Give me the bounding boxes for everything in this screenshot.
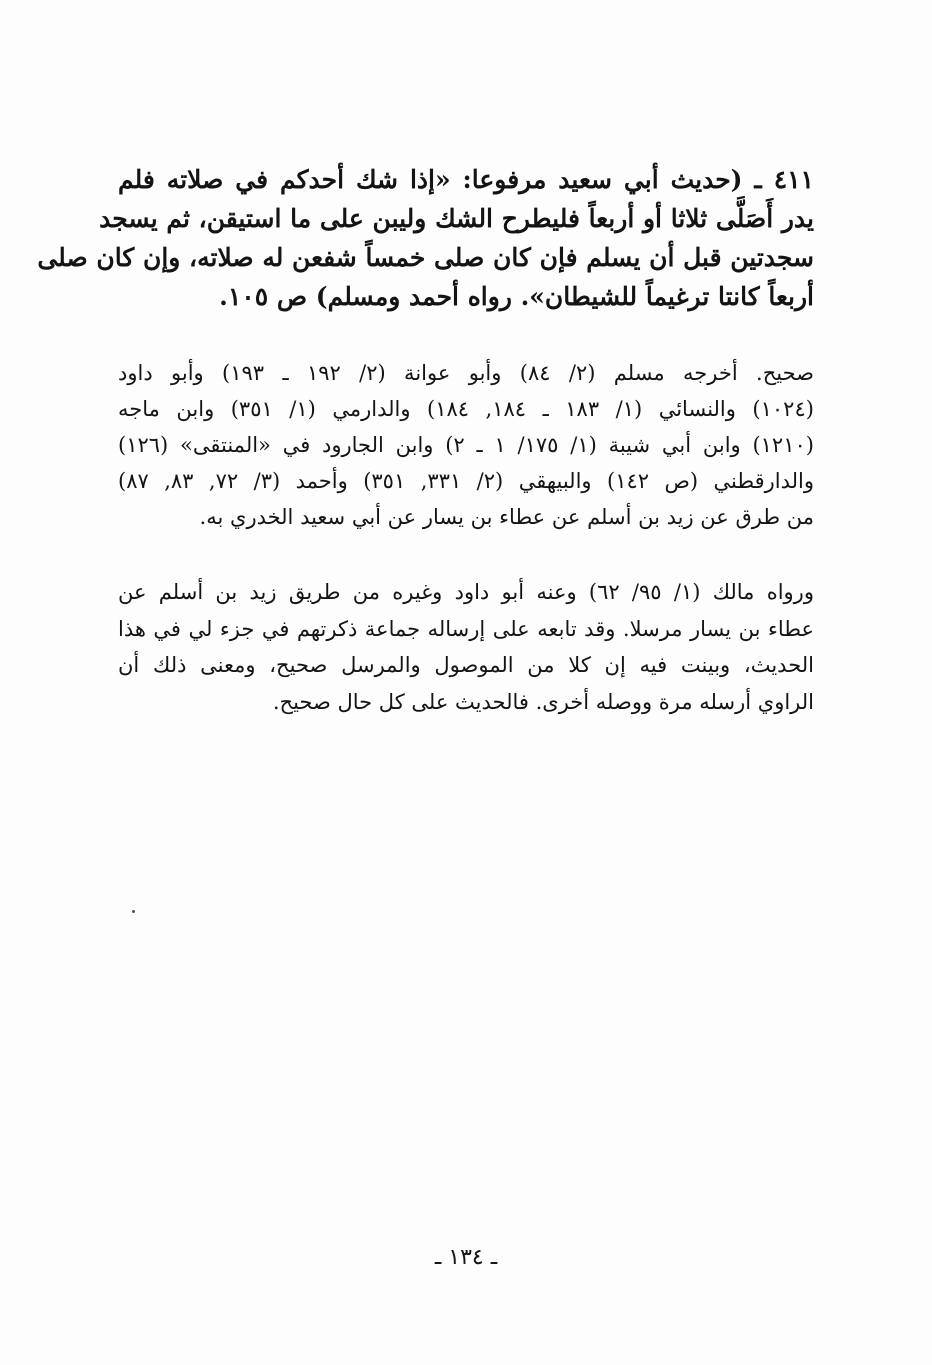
takhrij-line-4: والدارقطني (ص ١٤٢) والبيهقي (٢/ ٣٣١, ٣٥١) وأحمد (٣/ ٧٢, ٨٣, ٨٧) [118, 469, 815, 493]
takhrij-paragraph [118, 355, 814, 535]
mursal-line-2: عطاء بن يسار مرسلا. وقد تابعه على إرساله جماعة ذكرتهم في جزء لي في هذا [118, 616, 815, 641]
takhrij-line-2: (١٠٢٤) والنسائي (١/ ١٨٣ ـ ١٨٤, ١٨٤) والدارمي (١/ ٣٥١) وابن ماجه [118, 397, 814, 421]
page-number: ـ ١٣٤ ـ [434, 1245, 498, 1270]
mursal-paragraph [118, 574, 814, 720]
takhrij-line-3: (١٢١٠) وابن أبي شيبة (١/ ١٧٥/ ١ ـ ٢) وابن الجارود في «المنتقى» (١٢٦) [118, 433, 814, 457]
mursal-line-1: ورواه مالك (١/ ٩٥/ ٦٢) وعنه أبو داود وغيره من طريق زيد بن أسلم عن [118, 580, 814, 604]
mursal-line-3: الحديث، وبينت فيه إن كلا من الموصول والمرسل صحيح، ومعنى ذلك أن [118, 653, 814, 677]
hadith-paragraph [37, 160, 814, 316]
hadith-line-1: ٤١١ ـ (حديث أبي سعيد مرفوعا: «إذا شك أحدكم في صلاته فلم [118, 165, 814, 194]
mursal-line-4: الراوي أرسله مرة ووصله أخرى. فالحديث على كل حال صحيح. [272, 689, 814, 714]
hadith-line-4: أربعاً كانتا ترغيماً للشيطان». رواه أحمد ومسلم) ص ١٠٥. [219, 282, 814, 311]
takhrij-line-1: صحيح. أخرجه مسلم (٢/ ٨٤) وأبو عوانة (٢/ ١٩٢ ـ ١٩٣) وأبو داود [118, 361, 814, 385]
takhrij-line-5: من طرق عن زيد بن أسلم عن عطاء بن يسار عن أبي سعيد الخدري به. [199, 505, 814, 529]
hadith-line-3: سجدتين قبل أن يسلم فإن كان صلى خمساً شفعن له صلاته، وإن كان صلى [37, 243, 814, 272]
scan-speck [132, 910, 135, 913]
hadith-line-2: يدر أَصَلَّى ثلاثا أو أربعاً فليطرح الشك وليبن على ما استيقن، ثم يسجد [99, 204, 814, 233]
